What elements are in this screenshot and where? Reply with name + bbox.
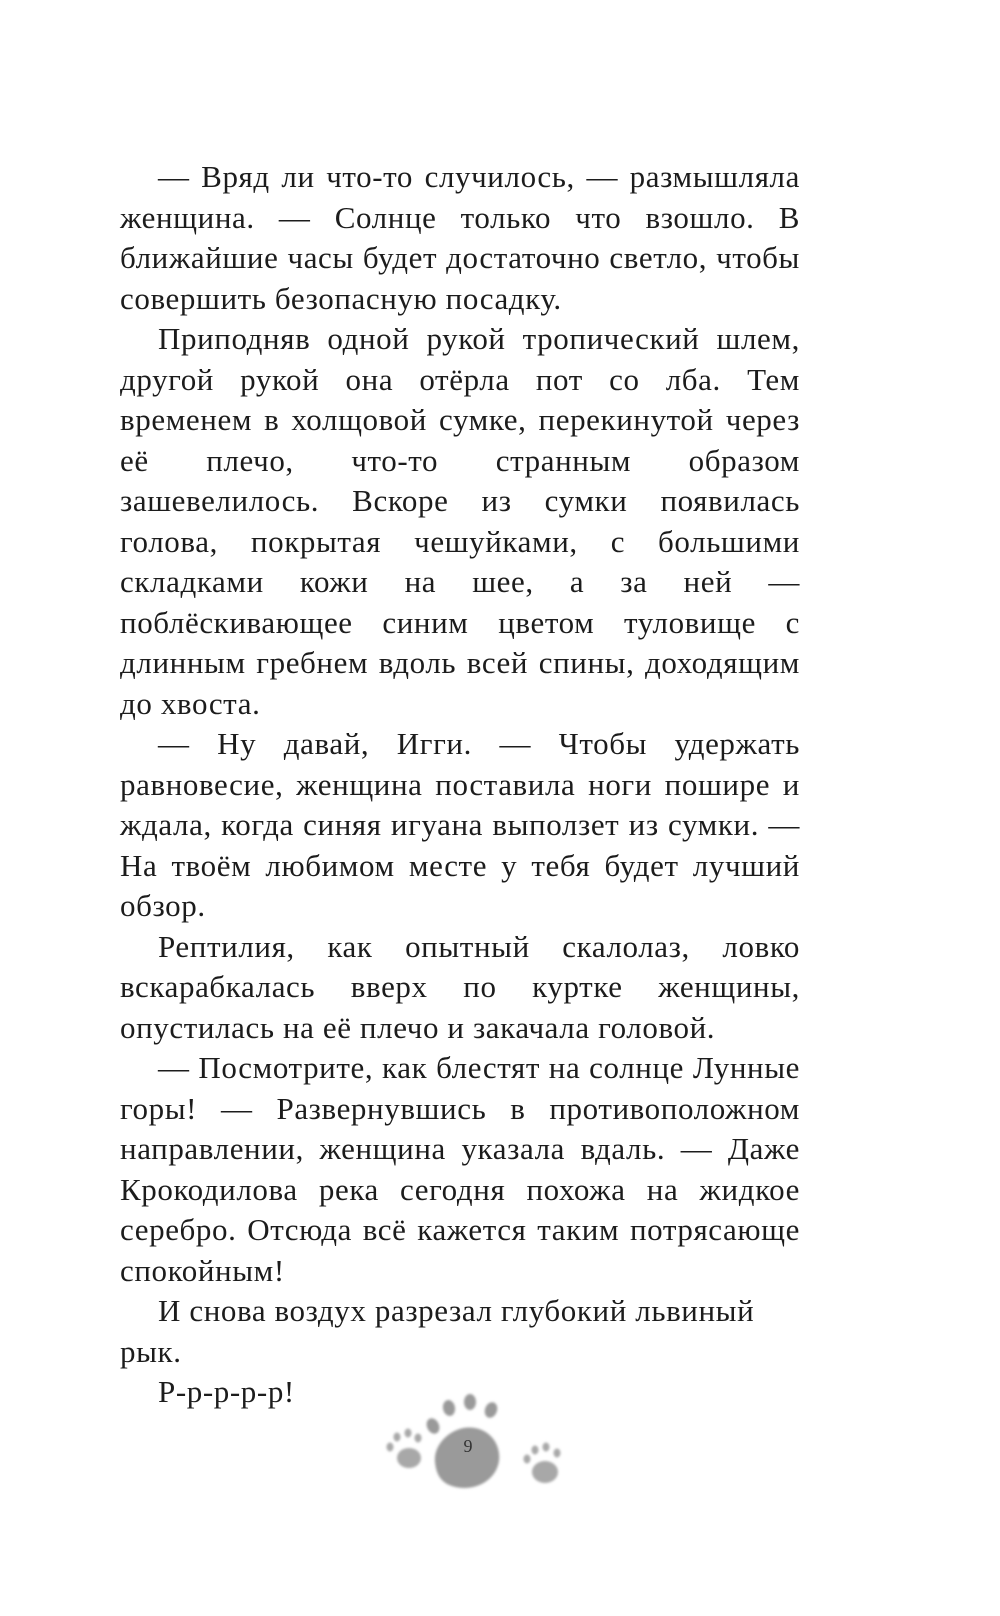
small-paw-right — [524, 1443, 561, 1484]
paragraph-3: — Ну давай, Игги. — Чтобы удержать равновесие, женщина поставила ноги пошире и ждала, когда синяя игуана выползет из сумки. — На твоём любимом месте у тебя будет лучший обзор. — [120, 726, 800, 923]
paragraph-2: Приподняв одной рукой тропический шлем, другой рукой она отёрла пот со лба. Тем временем в холщовой сумке, перекинутой через её плечо, что-то странным образом зашевелилось. Вскоре из сумки появилась голова, покрытая чешуйками, с большими складками кожи на шее, а за ней — поблёскивающее синим цветом туловище с длинным гребнем вдоль всей спины, доходящим до хвоста. — [120, 321, 800, 721]
page-number: 9 — [463, 1436, 473, 1456]
paragraph-1: — Вряд ли что-то случилось, — размышляла женщина. — Солнце только что взошло. В ближайшие часы будет достаточно светло, чтобы совершить безопасную посадку. — [120, 159, 800, 316]
paragraph-7: Р-р-р-р-р! — [158, 1374, 295, 1409]
paragraph-6: И снова воздух разрезал глубокий львиный рык. — [120, 1293, 755, 1369]
paragraph-4: Рептилия, как опытный скалолаз, ловко вскарабкалась вверх по куртке женщины, опустилась на её плечо и закачала головой. — [120, 928, 800, 1045]
body-text — [120, 157, 800, 1413]
paragraph-5: — Посмотрите, как блестят на солнце Лунные горы! — Развернувшись в противоположном направлении, женщина указала вдаль. — Даже Крокодилова река сегодня похожа на жидкое серебро. Отсюда всё кажется таким потрясающе спокойным! — [120, 1050, 800, 1288]
small-paw-left — [387, 1429, 422, 1469]
